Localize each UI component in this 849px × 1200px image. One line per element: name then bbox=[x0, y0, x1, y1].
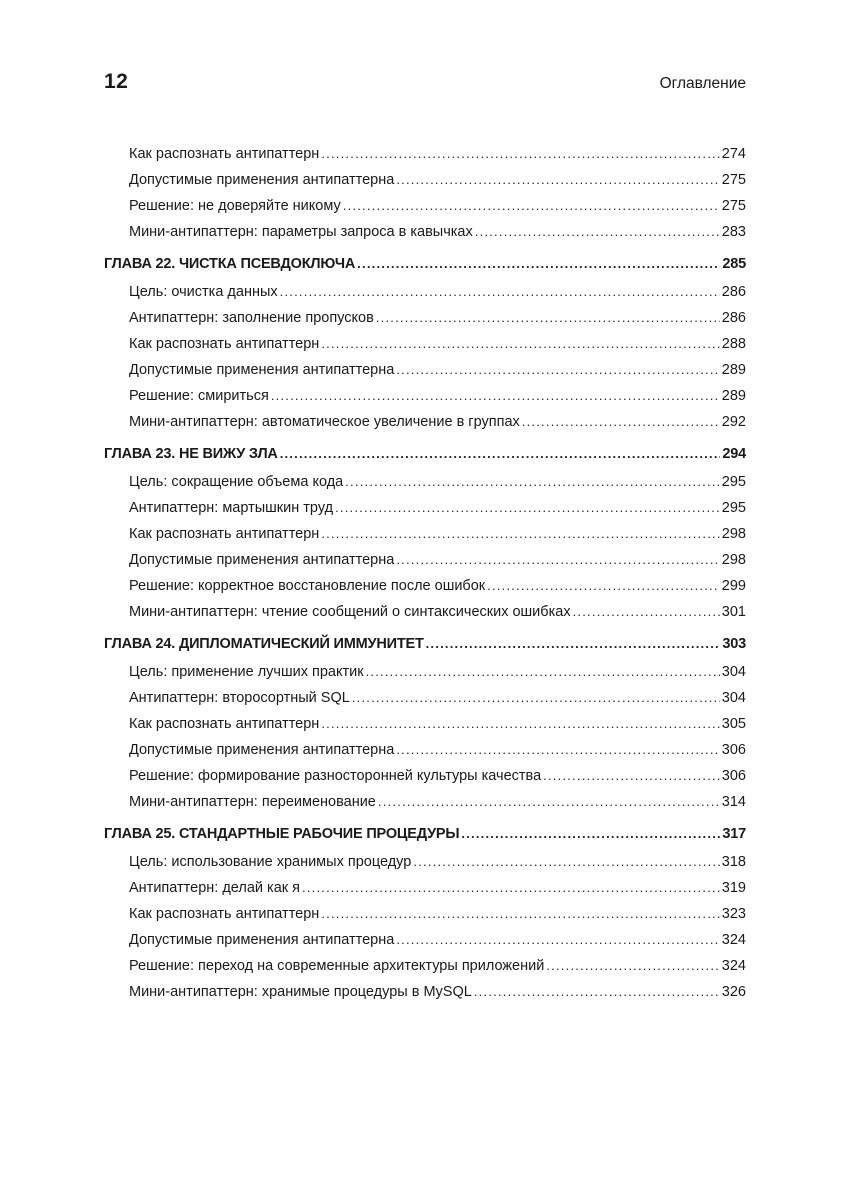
entry-title: Цель: применение лучших практик bbox=[129, 664, 364, 680]
toc-entry-row[interactable] bbox=[129, 685, 746, 711]
toc-entry-row[interactable] bbox=[129, 383, 746, 409]
page-ref: 303 bbox=[722, 636, 746, 652]
entry-title: Как распознать антипаттерн bbox=[129, 906, 320, 922]
dot-leader bbox=[543, 763, 720, 789]
toc-entry-row[interactable] bbox=[129, 573, 746, 599]
page-ref: 324 bbox=[721, 932, 746, 948]
entry-title: Мини-антипаттерн: параметры запроса в кавычках bbox=[129, 224, 473, 240]
dot-leader bbox=[522, 409, 720, 435]
dot-leader bbox=[378, 789, 720, 815]
dot-leader bbox=[352, 685, 720, 711]
entry-title: Допустимые применения антипаттерна bbox=[129, 742, 395, 758]
chapter-title: ГЛАВА 25. СТАНДАРТНЫЕ РАБОЧИЕ ПРОЦЕДУРЫ bbox=[104, 826, 460, 842]
page-ref: 301 bbox=[721, 604, 746, 620]
toc-entry-row[interactable] bbox=[129, 357, 746, 383]
page-ref: 295 bbox=[721, 474, 746, 490]
toc-entry-row[interactable] bbox=[129, 763, 746, 789]
entry-title: Допустимые применения антипаттерна bbox=[129, 172, 395, 188]
dot-leader bbox=[474, 979, 720, 1005]
dot-leader bbox=[343, 193, 720, 219]
entry-title: Антипаттерн: заполнение пропусков bbox=[129, 310, 374, 326]
dot-leader bbox=[413, 849, 719, 875]
entry-title: Антипаттерн: мартышкин труд bbox=[129, 500, 334, 516]
dot-leader bbox=[426, 629, 721, 659]
entry-title: Антипаттерн: делай как я bbox=[129, 880, 300, 896]
entry-title: Мини-антипаттерн: переименование bbox=[129, 794, 376, 810]
page-ref: 288 bbox=[721, 336, 746, 352]
page-ref: 306 bbox=[721, 768, 746, 784]
page-ref: 292 bbox=[721, 414, 746, 430]
toc-entry-row[interactable] bbox=[129, 167, 746, 193]
entry-title: Допустимые применения антипаттерна bbox=[129, 552, 395, 568]
toc-section bbox=[104, 629, 746, 815]
toc-entry-row[interactable] bbox=[129, 849, 746, 875]
page-ref: 283 bbox=[721, 224, 746, 240]
page-ref: 305 bbox=[721, 716, 746, 732]
chapter-title: ГЛАВА 24. ДИПЛОМАТИЧЕСКИЙ ИММУНИТЕТ bbox=[104, 636, 424, 652]
dot-leader bbox=[345, 469, 720, 495]
dot-leader bbox=[396, 927, 719, 953]
dot-leader bbox=[396, 547, 719, 573]
dot-leader bbox=[271, 383, 720, 409]
page-ref: 295 bbox=[721, 500, 746, 516]
page-ref: 306 bbox=[721, 742, 746, 758]
dot-leader bbox=[546, 953, 719, 979]
toc-entry-row[interactable] bbox=[129, 409, 746, 435]
toc-section bbox=[104, 141, 746, 245]
toc-entry-row[interactable] bbox=[129, 737, 746, 763]
dot-leader bbox=[357, 249, 720, 279]
toc-section bbox=[104, 439, 746, 625]
page-ref: 299 bbox=[721, 578, 746, 594]
entry-title: Как распознать антипаттерн bbox=[129, 146, 320, 162]
toc-chapter-row[interactable] bbox=[104, 249, 746, 279]
toc-chapter-row[interactable] bbox=[104, 439, 746, 469]
chapter-title: ГЛАВА 23. НЕ ВИЖУ ЗЛА bbox=[104, 446, 278, 462]
dot-leader bbox=[396, 357, 719, 383]
page-ref: 275 bbox=[721, 198, 746, 214]
toc-entry-row[interactable] bbox=[129, 875, 746, 901]
dot-leader bbox=[280, 279, 720, 305]
table-of-contents bbox=[104, 141, 746, 1009]
dot-leader bbox=[321, 141, 719, 167]
dot-leader bbox=[321, 331, 719, 357]
dot-leader bbox=[321, 901, 719, 927]
entry-title: Как распознать антипаттерн bbox=[129, 716, 320, 732]
toc-entry-row[interactable] bbox=[129, 279, 746, 305]
toc-entry-row[interactable] bbox=[129, 331, 746, 357]
toc-entry-row[interactable] bbox=[129, 547, 746, 573]
entry-title: Решение: переход на современные архитектуры приложений bbox=[129, 958, 545, 974]
entry-title: Как распознать антипаттерн bbox=[129, 336, 320, 352]
page-ref: 289 bbox=[721, 362, 746, 378]
dot-leader bbox=[461, 819, 720, 849]
toc-entry-row[interactable] bbox=[129, 927, 746, 953]
page-number: 12 bbox=[104, 70, 129, 93]
toc-chapter-row[interactable] bbox=[104, 819, 746, 849]
page-ref: 298 bbox=[721, 552, 746, 568]
page-ref: 326 bbox=[721, 984, 746, 1000]
dot-leader bbox=[396, 167, 719, 193]
page-ref: 274 bbox=[721, 146, 746, 162]
dot-leader bbox=[321, 521, 719, 547]
page-ref: 314 bbox=[721, 794, 746, 810]
toc-section bbox=[104, 819, 746, 1005]
entry-title: Решение: не доверяйте никому bbox=[129, 198, 341, 214]
dot-leader bbox=[475, 219, 720, 245]
dot-leader bbox=[487, 573, 720, 599]
page-ref: 304 bbox=[721, 664, 746, 680]
dot-leader bbox=[335, 495, 720, 521]
entry-title: Мини-антипаттерн: хранимые процедуры в MySQL bbox=[129, 984, 472, 1000]
toc-entry-row[interactable] bbox=[129, 219, 746, 245]
dot-leader bbox=[321, 711, 719, 737]
entry-title: Допустимые применения антипаттерна bbox=[129, 362, 395, 378]
page-ref: 275 bbox=[721, 172, 746, 188]
page-ref: 323 bbox=[721, 906, 746, 922]
toc-entry-row[interactable] bbox=[129, 659, 746, 685]
toc-entry-row[interactable] bbox=[129, 711, 746, 737]
toc-entry-row[interactable] bbox=[129, 979, 746, 1005]
page-ref: 286 bbox=[721, 284, 746, 300]
dot-leader bbox=[573, 599, 720, 625]
toc-entry-row[interactable] bbox=[129, 599, 746, 625]
dot-leader bbox=[396, 737, 719, 763]
page-ref: 286 bbox=[721, 310, 746, 326]
toc-entry-row[interactable] bbox=[129, 495, 746, 521]
running-head: Оглавление bbox=[659, 75, 746, 92]
entry-title: Как распознать антипаттерн bbox=[129, 526, 320, 542]
entry-title: Решение: смириться bbox=[129, 388, 269, 404]
page-ref: 319 bbox=[721, 880, 746, 896]
toc-chapter-row[interactable] bbox=[104, 629, 746, 659]
page-ref: 298 bbox=[721, 526, 746, 542]
toc-entry-row[interactable] bbox=[129, 953, 746, 979]
entry-title: Мини-антипаттерн: автоматическое увеличение в группах bbox=[129, 414, 520, 430]
page-ref: 317 bbox=[722, 826, 746, 842]
entry-title: Цель: сокращение объема кода bbox=[129, 474, 344, 490]
toc-entry-row[interactable] bbox=[129, 789, 746, 815]
page-ref: 285 bbox=[722, 256, 746, 272]
page-ref: 318 bbox=[721, 854, 746, 870]
toc-entry-row[interactable] bbox=[129, 469, 746, 495]
entry-title: Допустимые применения антипаттерна bbox=[129, 932, 395, 948]
entry-title: Решение: корректное восстановление после ошибок bbox=[129, 578, 486, 594]
page-ref: 324 bbox=[721, 958, 746, 974]
toc-entry-row[interactable] bbox=[129, 305, 746, 331]
dot-leader bbox=[280, 439, 721, 469]
toc-entry-row[interactable] bbox=[129, 141, 746, 167]
entry-title: Решение: формирование разносторонней культуры качества bbox=[129, 768, 542, 784]
toc-section bbox=[104, 249, 746, 435]
page-ref: 294 bbox=[722, 446, 746, 462]
entry-title: Цель: очистка данных bbox=[129, 284, 278, 300]
toc-entry-row[interactable] bbox=[129, 901, 746, 927]
entry-title: Цель: использование хранимых процедур bbox=[129, 854, 412, 870]
page-ref: 289 bbox=[721, 388, 746, 404]
entry-title: Мини-антипаттерн: чтение сообщений о синтаксических ошибках bbox=[129, 604, 571, 620]
page-ref: 304 bbox=[721, 690, 746, 706]
dot-leader bbox=[376, 305, 720, 331]
dot-leader bbox=[366, 659, 720, 685]
toc-entry-row[interactable] bbox=[129, 193, 746, 219]
chapter-title: ГЛАВА 22. ЧИСТКА ПСЕВДОКЛЮЧА bbox=[104, 256, 356, 272]
toc-entry-row[interactable] bbox=[129, 521, 746, 547]
entry-title: Антипаттерн: второсортный SQL bbox=[129, 690, 350, 706]
dot-leader bbox=[302, 875, 720, 901]
